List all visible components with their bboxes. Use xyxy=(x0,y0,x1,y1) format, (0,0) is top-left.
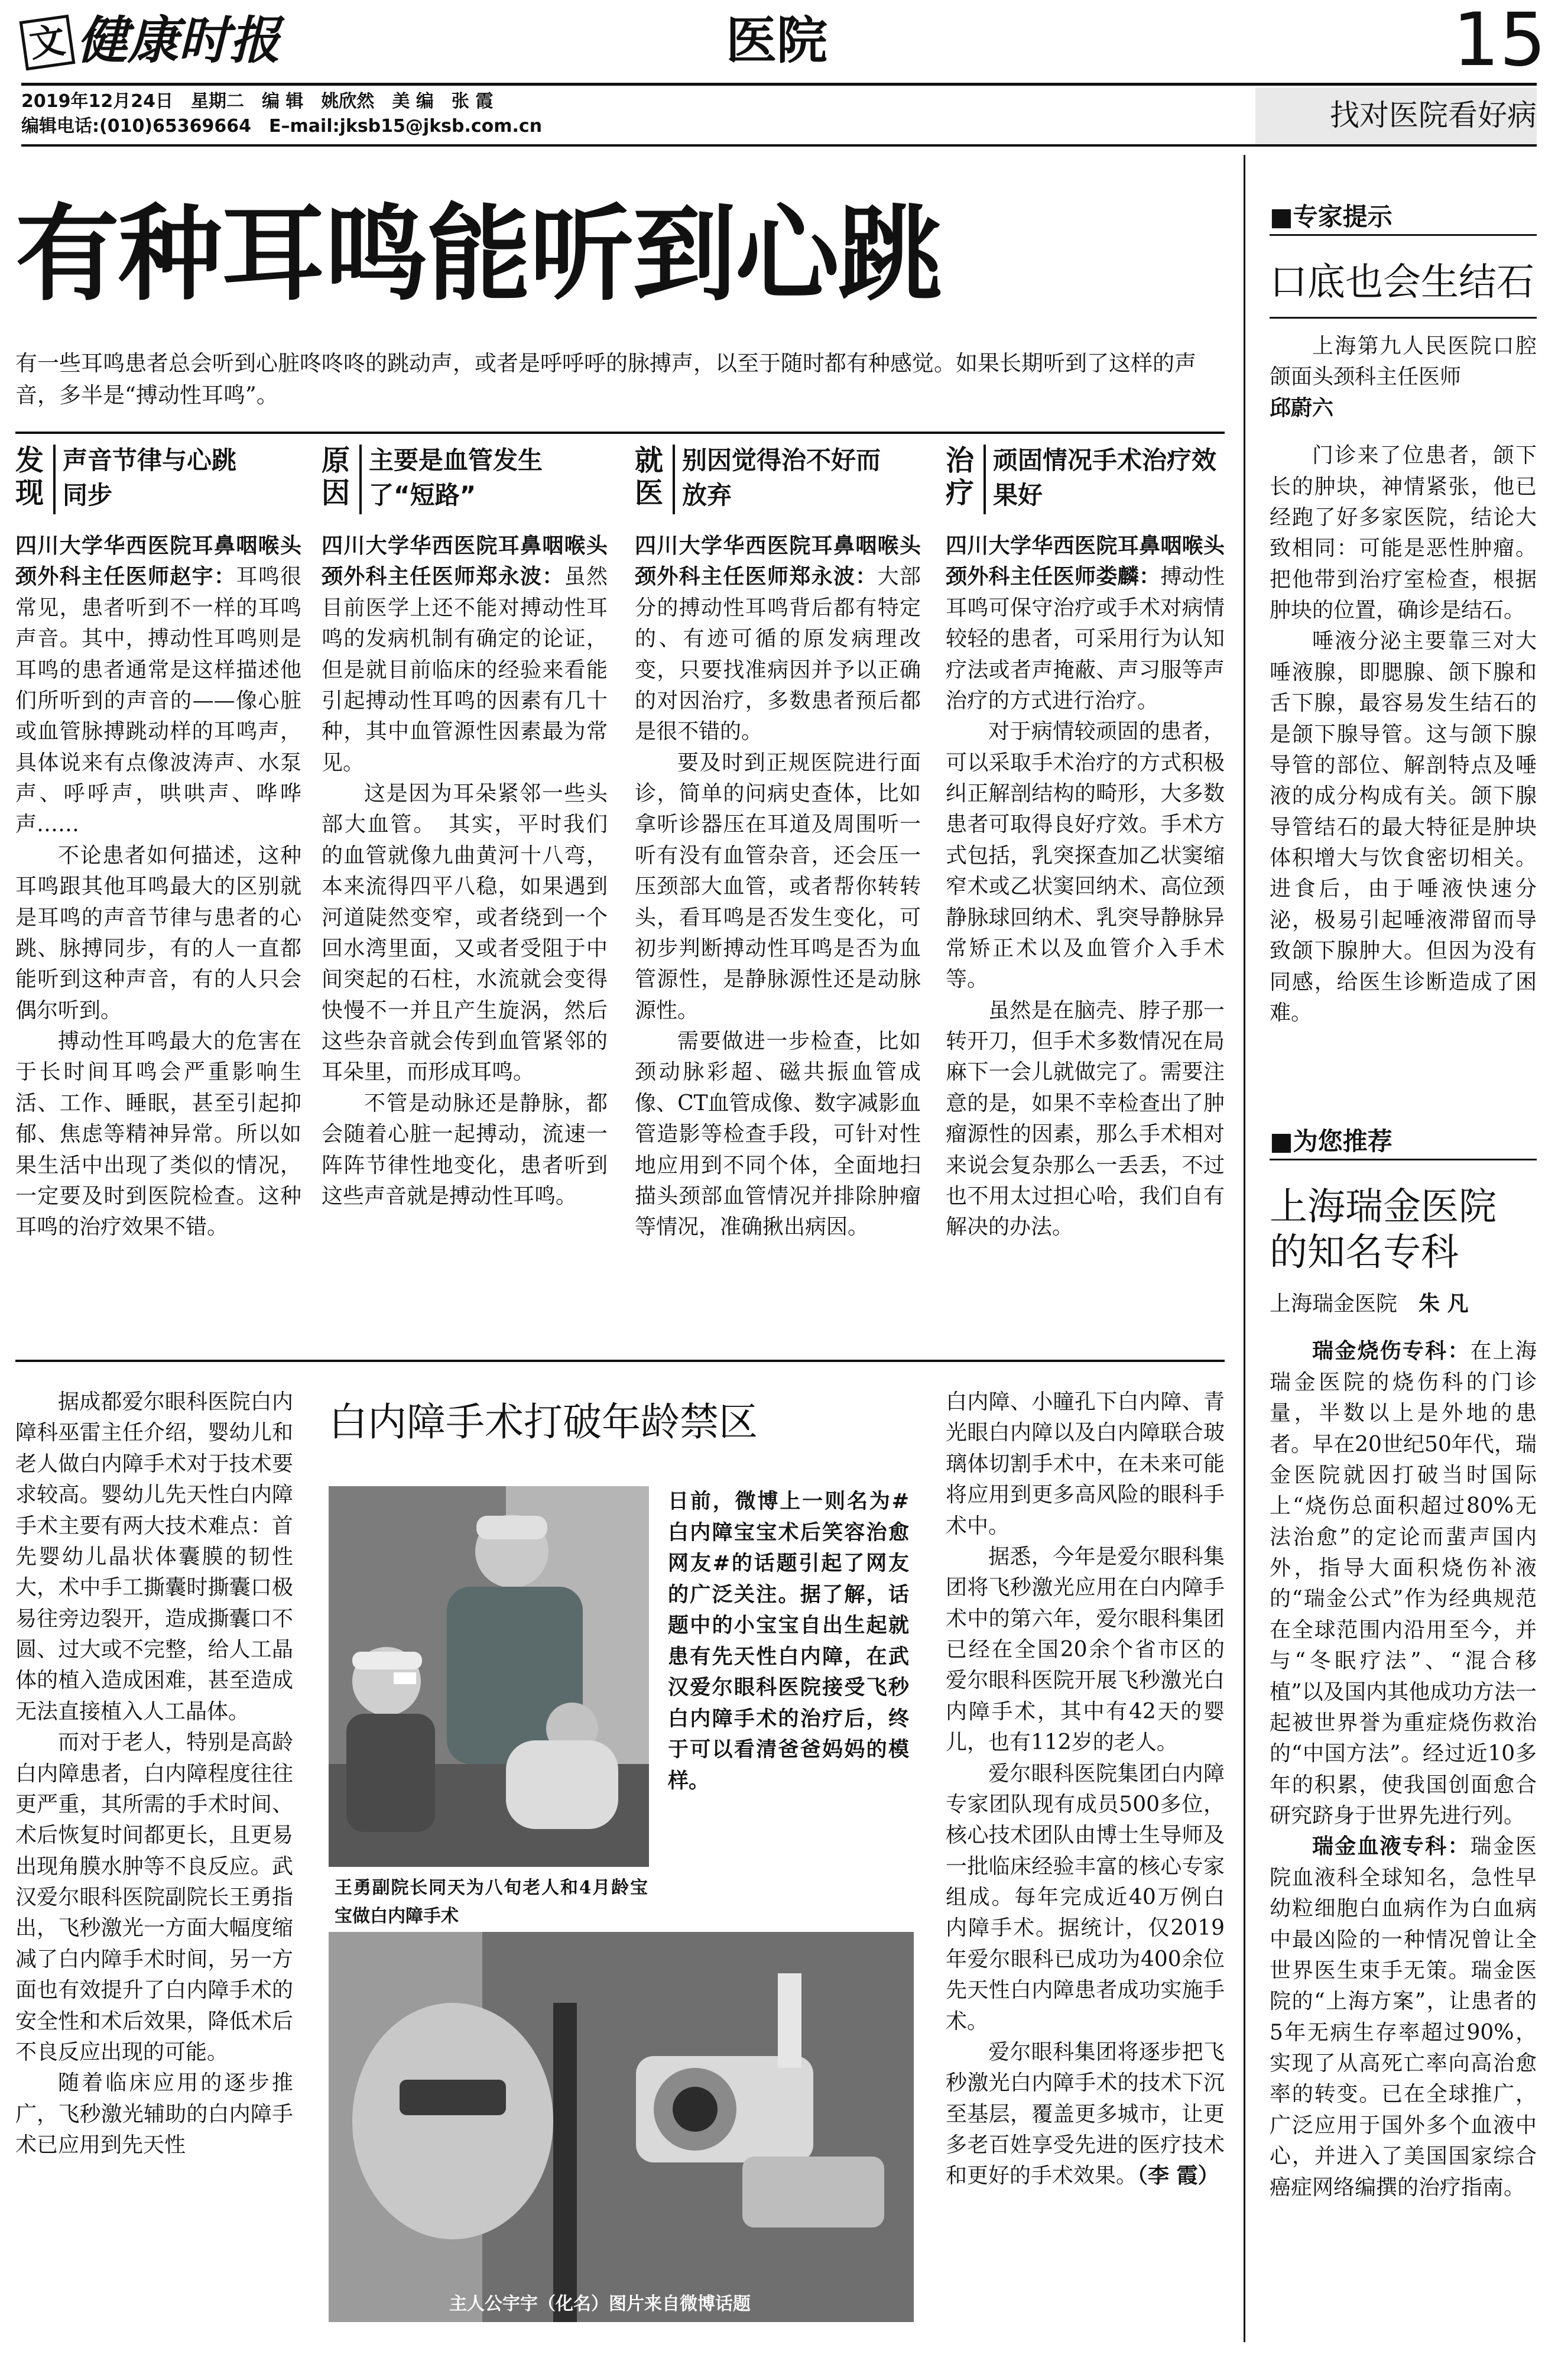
badge-divider xyxy=(673,445,675,514)
section-title: 别因觉得治不好而放弃 xyxy=(682,446,881,510)
section-badge: 就医 xyxy=(635,444,664,510)
masthead-bottom-rule xyxy=(21,144,1537,147)
article-column xyxy=(946,531,1225,1243)
section-badge: 治疗 xyxy=(946,444,975,510)
column-paragraph: 而对于老人，特别是高龄白内障患者，白内障程度往往更严重，其所需的手术时间、术后恢复时间都更长，且更易出现角膜水肿等不良反应。武汉爱尔眼科医院副院长王勇指出，飞秒激光一方面大幅度缩减了白内障手术时间，另一方面也有效提升了白内障手术的安全性和术后效果，降低术后不良反应出现的可能。 xyxy=(15,1730,293,2064)
column-paragraph: 不管是动脉还是静脉，都会随着心脏一起搏动，流速一阵阵节律性地变化，患者听到这些声音就是搏动性耳鸣。 xyxy=(322,1091,608,1208)
headline: 有种耳鸣能听到心跳 xyxy=(15,194,942,315)
sidebar-paragraph: 门诊来了位患者，颌下长的肿块，神情紧张，他已经跑了好多家医院，结论大致相同：可能是恶性肿瘤。把他带到治疗室检查，根据肿块的位置，确诊是结石。 xyxy=(1270,443,1537,622)
column-author: 四川大学华西医院耳鼻咽喉头颈外科主任医师郑永波：大部分的搏动性耳鸣背后都有特定的、有迹可循的原发病理改变，只要找准病因并予以正确的对因治疗，多数患者预后都是很不错的。 xyxy=(635,534,921,744)
sidebar-label: ■专家提示 xyxy=(1270,202,1393,231)
sidebar-article-1 xyxy=(1270,331,1537,1029)
column-paragraph: 这是因为耳朵紧邻一些头部大血管。 其实，平时我们的血管就像九曲黄河十八弯，本来流得四平八稳，如果遇到河道陡然变窄，或者绕到一个回水湾里面，又或者受阻于中间突起的石柱，水流就会变得快慢不一并且产生旋涡，然后这些杂音就会传到血管紧邻的耳朵里，而形成耳鸣。 xyxy=(322,782,608,1085)
section-badge: 发现 xyxy=(15,444,44,510)
column-paragraph: 白内障、小瞳孔下白内障、青光眼白内障以及白内障联合玻璃体切割手术中，在未来可能将应用到更多高风险的眼科手术中。 xyxy=(946,1390,1225,1538)
masthead-slogan: 找对医院看好病 xyxy=(1330,98,1537,132)
byline: （李 霞） xyxy=(1137,2164,1219,2188)
column-paragraph: 据成都爱尔眼科医院白内障科巫雷主任介绍，婴幼儿和老人做白内障手术对于技术要求较高。婴幼儿先天性白内障手术主要有两大技术难点：首先婴幼儿晶状体囊膜的韧性大，术中手工撕囊时撕囊口极易往旁边裂开，造成撕囊口不圆、过大或不完整，给人工晶体的植入造成困难，甚至造成无法直接植入人工晶体。 xyxy=(15,1390,293,1724)
article-column xyxy=(15,531,301,1243)
photo-caption: 王勇副院长同天为八旬老人和4月龄宝宝做白内障手术 xyxy=(335,1878,648,1927)
column-paragraph: 虽然是在脑壳、脖子那一转开刀，但手术多数情况在局麻下一会儿就做完了。需要注意的是，如果不幸检查出了肿瘤源性的因素，那么手术相对来说会复杂那么一丢丢，不过也不用太过担心哈，我们自有解决的办法。 xyxy=(946,998,1225,1240)
newspaper-logo-mark: 文 xyxy=(20,15,76,71)
date-line: 2019年12月24日 星期二 编 辑 姚欣然 美 编 张 霞 xyxy=(21,91,494,112)
section-badge: 原因 xyxy=(322,444,350,510)
column-paragraph: 据悉，今年是爱尔眼科集团将飞秒激光应用在白内障手术中的第六年，爱尔眼科集团已经在全国20余个省市区的爱尔眼科医院开展飞秒激光白内障手术，其中有42天的婴儿，也有112岁的老人。 xyxy=(946,1544,1225,1755)
article-column xyxy=(322,531,608,1212)
cataract-column-3 xyxy=(946,1387,1225,2192)
column-author: 四川大学华西医院耳鼻咽喉头颈外科主任医师郑永波：虽然目前医学上还不能对搏动性耳鸣的发病机制有确定的论证，但是就目前临床的经验来看能引起搏动性耳鸣的因素有几十种，其中血管源性因素最为常见。 xyxy=(322,534,608,775)
sidebar-author: 上海瑞金医院 朱 凡 xyxy=(1270,1292,1469,1316)
cataract-lead: 日前，微博上一则名为#白内障宝宝术后笑容治愈网友#的话题引起了网友的广泛关注。据了解，话题中的小宝宝自出生起就患有先天性白内障，在武汉爱尔眼科医院接受飞秒白内障手术的治疗后，终于可以看清爸爸妈妈的模样。 xyxy=(668,1490,909,1793)
newspaper-logo: 健康时报 xyxy=(77,11,280,70)
sidebar-rule xyxy=(1270,234,1537,236)
lead-paragraph: 有一些耳鸣患者总会听到心脏咚咚咚的跳动声，或者是呼呼呼的脉搏声，以至于随时都有种感觉。如果长期听到了这样的声音，多半是“搏动性耳鸣”。 xyxy=(15,351,1196,408)
sidebar-author-org: 上海第九人民医院口腔颌面头颈科主任医师 xyxy=(1270,334,1537,390)
column-paragraph: 爱尔眼科集团将逐步把飞秒激光白内障手术的技术下沉至基层，覆盖更多城市，让更多老百姓享受先进的医疗技术和更好的手术效果。（李 霞） xyxy=(946,2039,1225,2188)
sidebar-paragraph: 瑞金血液专科：瑞金医院血液科全球知名，急性早幼粒细胞白血病作为白血病中最凶险的一种情况曾让全世界医生束手无策。瑞金医院的“上海方案”，让患者的5年无病生存率超过90%，实现了从高死亡率向高治愈率的转变。已在全球推广，广泛应用于国外多个血液中心，并进入了美国国家综合癌症网络编撰的治疗指南。 xyxy=(1270,1834,1537,2200)
sidebar-divider xyxy=(1244,155,1245,2342)
column-paragraph: 随着临床应用的逐步推广，飞秒激光辅助的白内障手术已应用到先天性 xyxy=(15,2071,293,2157)
sidebar-rule xyxy=(1270,1159,1537,1160)
sidebar-rule xyxy=(1270,317,1537,319)
section-title: 主要是血管发生了“短路” xyxy=(369,446,543,510)
masthead xyxy=(0,0,1558,148)
masthead-rule xyxy=(21,83,1537,86)
contact-line: 编辑电话:(010)65369664 E–mail:jksb15@jksb.com.cn xyxy=(21,116,543,137)
sidebar-title: 口底也会生结石 xyxy=(1270,261,1534,304)
badge-divider xyxy=(359,445,362,514)
section-rule-top xyxy=(15,432,1225,434)
column-paragraph: 对于病情较顽固的患者，可以采取手术治疗的方式积极纠正解剖结构的畸形，大多数患者可取得良好疗效。手术方式包括，乳突探查加乙状窦缩窄术或乙状窦回纳术、高位颈静脉球回纳术、乳突导静脉异常矫正术以及血管介入手术等。 xyxy=(946,719,1225,992)
column-paragraph: 不论患者如何描述，这种耳鸣跟其他耳鸣最大的区别就是耳鸣的声音节律与患者的心跳、脉搏同步，有的人一直都能听到这种声音，有的人只会偶尔听到。 xyxy=(15,843,301,1023)
badge-divider xyxy=(984,445,986,514)
sidebar-article-2 xyxy=(1270,1289,1537,2203)
sidebar-title: 上海瑞金医院的知名专科 xyxy=(1270,1185,1497,1275)
article-column xyxy=(635,531,921,1243)
sidebar-paragraph: 唾液分泌主要靠三对大唾液腺，即腮腺、颌下腺和舌下腺，最容易发生结石的是颌下腺导管。这与颌下腺导管的部位、解剖特点及唾液的成分构成有关。颌下腺导管结石的最大特征是肿块体积增大与饮食密切相关。进食后，由于唾液快速分泌，极易引起唾液滞留而导致颌下腺肿大。但因为没有同感，给医生诊断造成了困难。 xyxy=(1270,629,1537,1025)
section-title: 声音节律与心跳同步 xyxy=(63,446,237,510)
column-paragraph: 爱尔眼科医院集团白内障专家团队现有成员500多位，核心技术团队由博士生导师及一批临床经验丰富的核心专家组成。每年完成近40万例白内障手术。据统计，仅2019年爱尔眼科已成功为400余位先天性白内障患者成功实施手术。 xyxy=(946,1761,1225,2034)
page-number: 15 xyxy=(1453,0,1546,83)
column-paragraph: 搏动性耳鸣最大的危害在于长时间耳鸣会严重影响生活、工作、睡眠，甚至引起抑郁、焦虑等精神异常。所以如果生活中出现了类似的情况，一定要及时到医院检查。这种耳鸣的治疗效果不错。 xyxy=(15,1029,301,1240)
section-title: 顽固情况手术治疗效果好 xyxy=(993,446,1217,510)
section-name: 医院 xyxy=(726,11,827,70)
badge-divider xyxy=(53,445,56,514)
column-author: 四川大学华西医院耳鼻咽喉头颈外科主任医师赵宇：耳鸣很常见，患者听到不一样的耳鸣声音。其中，搏动性耳鸣则是耳鸣的患者通常是这样描述他们所听到的声音的——像心脏或血管脉搏跳动样的耳鸣声，具体说来有点像波涛声、水泵声、呼呼声，哄哄声、哗哗声…… xyxy=(15,534,301,837)
photo-illustration xyxy=(329,1486,649,1867)
sidebar-author-name: 邱蔚六 xyxy=(1270,395,1334,420)
sidebar-paragraph: 瑞金烧伤专科：在上海瑞金医院的烧伤科的门诊量，半数以上是外地的患者。早在20世纪50年代，瑞金医院就因打破当时国际上“烧伤总面积超过80%无法治愈”的定论而蜚声国内外，指导大面积烧伤补液的“瑞金公式”作为经典规范在全球范围内沿用至今，并与“冬眠疗法”、“混合移植”以及国内其他成功方法一起被世界誉为重症烧伤救治的“中国方法”。经过近10多年的积累，使我国创面愈合研究跻身于世界先进行列。 xyxy=(1270,1339,1537,1828)
child-eye-exam-photo xyxy=(329,1932,914,2322)
column-author: 四川大学华西医院耳鼻咽喉头颈外科主任医师娄麟：搏动性耳鸣可保守治疗或手术对病情较轻的患者，可采用行为认知疗法或者声掩蔽、声习服等声治疗的方式进行治疗。 xyxy=(946,534,1225,713)
section-divider xyxy=(15,1360,1225,1362)
cataract-column-1 xyxy=(15,1387,293,2161)
column-paragraph: 要及时到正规医院进行面诊，简单的问病史查体，比如拿听诊器压在耳道及周围听一听有没有血管杂音，还会压一压颈部大血管，或者帮你转转头，看耳鸣是否发生变化，可初步判断搏动性耳鸣是否为血管源性，是静脉源性还是动脉源性。 xyxy=(635,750,921,1023)
doctor-with-patients-photo xyxy=(329,1486,649,1867)
sidebar-label: ■为您推荐 xyxy=(1270,1127,1393,1156)
photo-caption: 主人公宇宇（化名）图片来自微博话题 xyxy=(449,2294,751,2314)
column-paragraph: 需要做进一步检查，比如颈动脉彩超、磁共振血管成像、CT血管成像、数字减影血管造影等检查手段，可针对性地应用到不同个体，全面地扫描头颈部血管情况并排除肿瘤等情况，准确揪出病因。 xyxy=(635,1029,921,1240)
cataract-headline: 白内障手术打破年龄禁区 xyxy=(329,1399,758,1445)
photo-illustration xyxy=(329,1932,914,2322)
